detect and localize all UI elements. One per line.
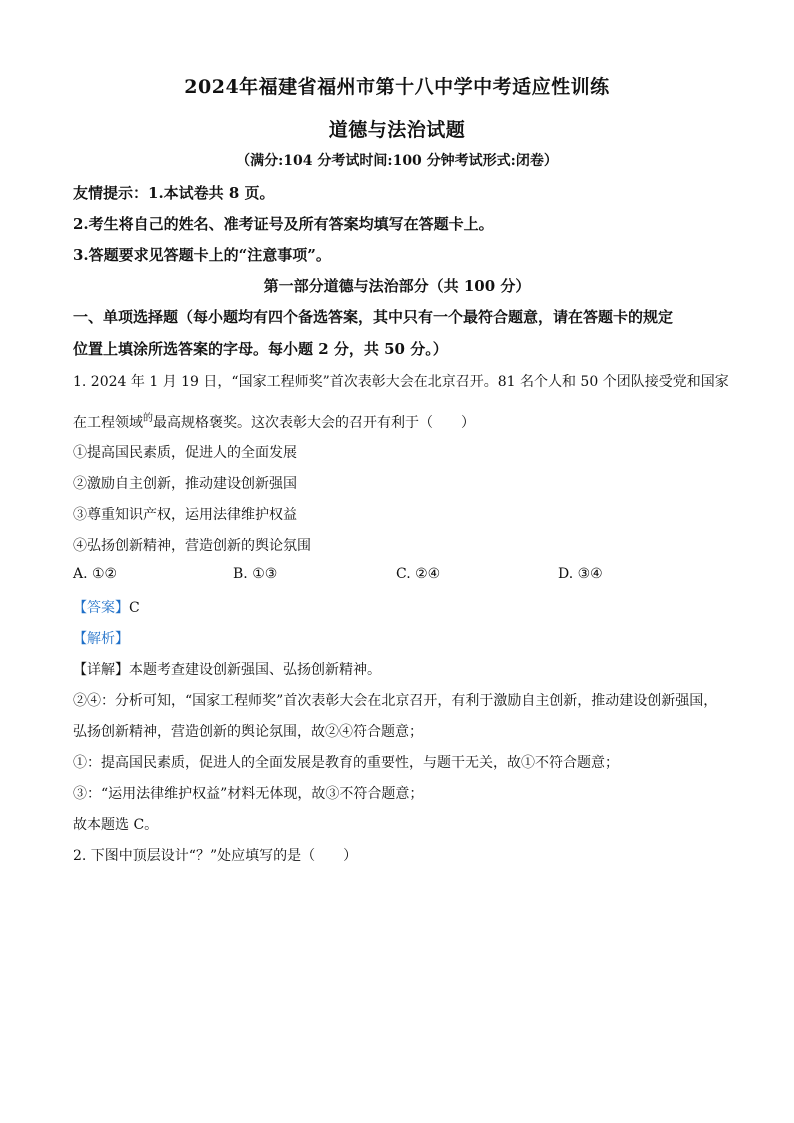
q1-stem-line2 — [73, 409, 475, 432]
q1-explanation-1-line1: ②④：分析可知，“国家工程师奖”首次表彰大会在北京召开，有利于激励自主创新，推动建设创新强国， — [73, 693, 718, 709]
q1-answer — [73, 597, 140, 617]
q1-option-b: B. ①③ — [233, 566, 278, 582]
q1-detail — [73, 659, 381, 679]
q1-explanation-3: ③：“运用法律维护权益”材料无体现，故③不符合题意； — [73, 786, 424, 802]
q1-stem-line2-b: 最高规格褒奖。这次表彰大会的召开有利于（ ） — [153, 415, 475, 431]
q1-item-3: ③尊重知识产权，运用法律维护权益 — [73, 507, 297, 523]
q1-item-1: ①提高国民素质，促进人的全面发展 — [73, 445, 297, 461]
q1-item-4: ④弘扬创新精神，营造创新的舆论氛围 — [73, 538, 311, 554]
section-title-line2: 位置上填涂所选答案的字母。每小题 2 分，共 50 分。） — [73, 340, 448, 358]
exam-info: （满分:104 分考试时间:100 分钟考试形式:闭卷） — [236, 153, 558, 169]
exam-title: 2024年福建省福州市第十八中学中考适应性训练 — [184, 76, 610, 98]
q2-stem: 2. 下图中顶层设计“？”处应填写的是（ ） — [73, 848, 358, 864]
q1-stem-line1: 1. 2024 年 1 月 19 日，“国家工程师奖”首次表彰大会在北京召开。81 名个人和 50 个团队接受党和国家 — [73, 374, 729, 390]
detail-text: 本题考查建设创新强国、弘扬创新精神。 — [129, 662, 381, 678]
q1-item-2: ②激励自主创新，推动建设创新强国 — [73, 476, 297, 492]
answer-tag: 【答案】 — [73, 600, 129, 616]
part1-heading: 第一部分道德与法治部分（共 100 分） — [263, 277, 531, 295]
tip-line-2: 2.考生将自己的姓名、准考证号及所有答案均填写在答题卡上。 — [73, 215, 494, 233]
subject-title: 道德与法治试题 — [328, 119, 466, 141]
q1-option-d: D. ③④ — [558, 566, 603, 582]
q1-explanation-1-line2: 弘扬创新精神，营造创新的舆论氛围，故②④符合题意； — [73, 724, 423, 740]
tip-line-3: 3.答题要求见答题卡上的“注意事项”。 — [73, 246, 331, 264]
q1-analysis — [73, 628, 129, 648]
tip-line-1: 友情提示：1.本试卷共 8 页。 — [73, 184, 275, 202]
analysis-tag: 【解析】 — [73, 631, 129, 647]
section-title-line1: 一、单项选择题（每小题均有四个备选答案，其中只有一个最符合题意，请在答题卡的规定 — [73, 308, 674, 326]
q1-stem-line2-sup: 的 — [143, 413, 153, 424]
q1-option-c: C. ②④ — [396, 566, 441, 582]
detail-tag: 【详解】 — [73, 662, 129, 678]
answer-value: C — [129, 600, 140, 616]
q1-explanation-2: ①：提高国民素质，促进人的全面发展是教育的重要性，与题干无关，故①不符合题意； — [73, 755, 619, 771]
q1-option-a: A. ①② — [73, 566, 118, 582]
q1-stem-line2-a: 在工程领域 — [73, 415, 143, 431]
q1-conclusion: 故本题选 C。 — [73, 817, 159, 833]
